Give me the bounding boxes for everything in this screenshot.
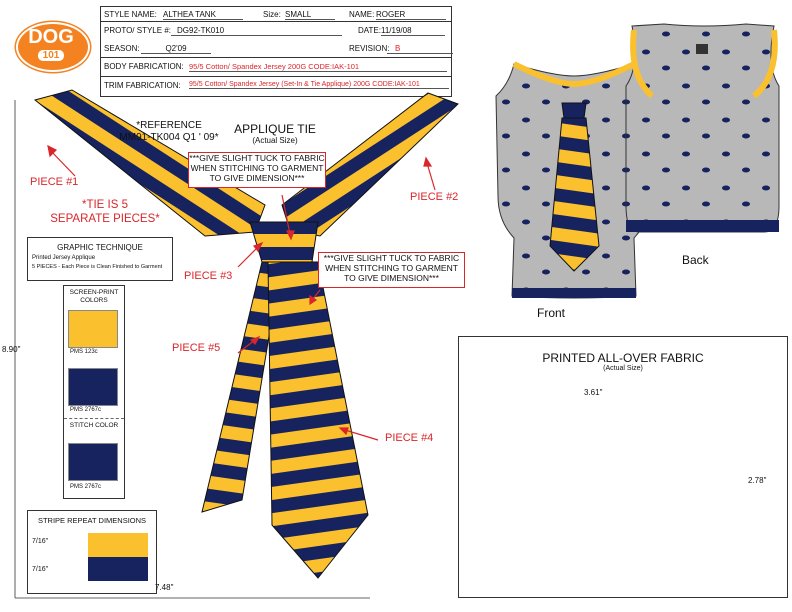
revision-value: B <box>387 44 453 54</box>
logo-text-top: DOG <box>28 26 74 48</box>
width-dimension: 7.48" <box>155 583 174 592</box>
date-value: 11/19/08 <box>381 26 445 36</box>
garment-views <box>474 6 792 306</box>
height-dimension: 8.90" <box>2 345 21 354</box>
allover-width: 3.61" <box>584 388 603 397</box>
trim-fab-value: 95/5 Cotton/ Spandex Jersey (Set-In & Tie Applique) 200G CODE:IAK-101 <box>189 81 449 89</box>
name-value: ROGER <box>376 10 446 20</box>
front-label: Front <box>537 306 566 320</box>
navy-swatch <box>68 368 118 406</box>
size-label: Size: <box>263 10 281 19</box>
graphic-technique-panel: GRAPHIC TECHNIQUE Printed Jersey Applique 5 PIECES - Each Piece is Clean Finished to Garment <box>27 237 173 281</box>
revision-label: REVISION: <box>349 44 390 53</box>
logo-text-bottom: 101 <box>38 50 64 61</box>
allover-panel: PRINTED ALL-OVER FABRIC (Actual Size) <box>458 336 788 598</box>
allover-height: 2.78" <box>748 476 767 485</box>
style-name-value: ALTHEA TANK <box>163 10 243 20</box>
piece-1-label: PIECE #1 <box>30 176 79 188</box>
stripe-repeat-panel: STRIPE REPEAT DIMENSIONS 7/16" 7/16" <box>27 510 157 594</box>
tie-piece-4 <box>268 262 368 578</box>
tie-piece-3 <box>250 222 318 262</box>
back-label: Back <box>682 253 709 267</box>
stitch-swatch <box>68 443 118 481</box>
gold-swatch <box>68 310 118 348</box>
tank-back <box>626 24 779 232</box>
size-value: SMALL <box>285 10 335 20</box>
trim-fab-label: TRIM FABRICATION: <box>104 81 181 90</box>
season-value: Q2'09 <box>141 44 211 54</box>
colors-panel: SCREEN-PRINT COLORS PMS 123c PMS 2767c STITCH COLOR PMS 2767c <box>63 285 125 499</box>
name-label: NAME: <box>349 10 375 19</box>
season-label: SEASON: <box>104 44 140 53</box>
piece-3-label: PIECE #3 <box>184 270 233 282</box>
body-fab-value: 95/5 Cotton/ Spandex Jersey 200G CODE:IAK-101 <box>189 62 447 72</box>
date-label: DATE: <box>358 26 381 35</box>
piece-5-label: PIECE #5 <box>172 342 221 354</box>
proto-value: DG92-TK010 <box>171 26 342 36</box>
piece-2-label: PIECE #2 <box>410 191 459 203</box>
proto-label: PROTO/ STYLE #: <box>104 26 171 35</box>
tuck-note-1: ***GIVE SLIGHT TUCK TO FABRIC WHEN STITCHING TO GARMENT TO GIVE DIMENSION*** <box>188 152 326 188</box>
applique-title: APPLIQUE TIE (Actual Size) <box>234 122 316 145</box>
body-fab-label: BODY FABRICATION: <box>104 62 184 71</box>
tuck-note-2: ***GIVE SLIGHT TUCK TO FABRIC WHEN STITCHING TO GARMENT TO GIVE DIMENSION*** <box>318 252 465 288</box>
style-name-label: STYLE NAME: <box>104 10 157 19</box>
reference-note: *REFERENCE MM91-TK004 Q1 ' 09* <box>119 120 219 143</box>
piece-4-label: PIECE #4 <box>385 432 434 444</box>
tie-pieces-note: *TIE IS 5 SEPARATE PIECES* <box>50 199 160 225</box>
